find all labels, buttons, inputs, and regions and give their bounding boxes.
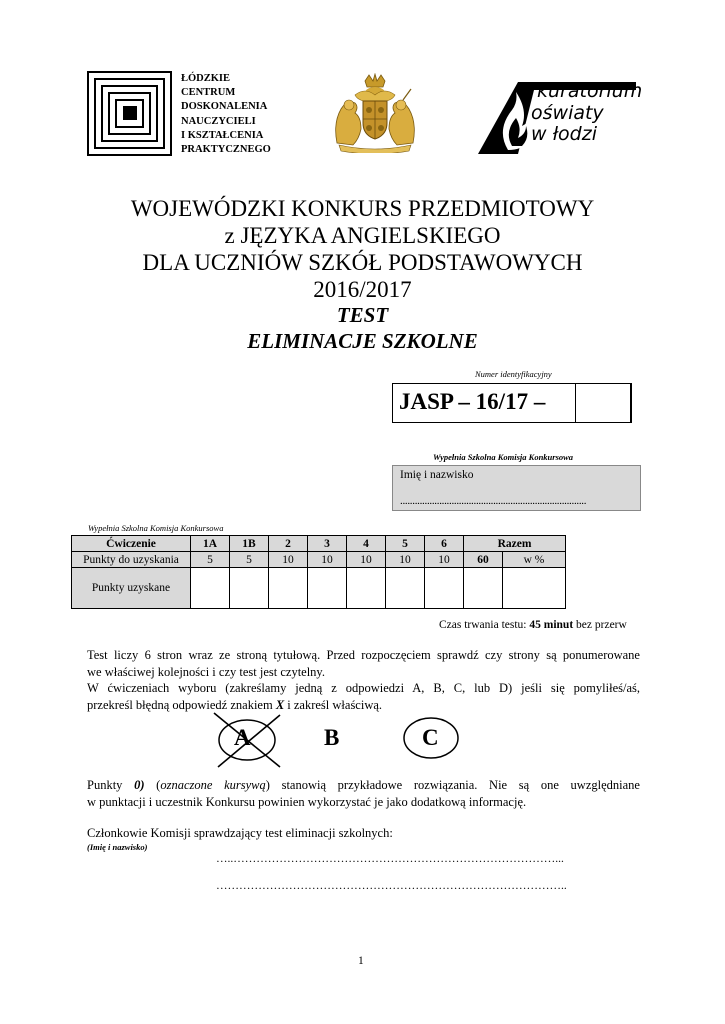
earned-total-cell[interactable] xyxy=(464,568,503,609)
earned-cell[interactable] xyxy=(386,568,425,609)
kuratorium-text-line-1: kuratorium xyxy=(537,80,643,102)
id-input-cell[interactable] xyxy=(575,383,632,423)
instructions: Test liczy 6 stron wraz ze stroną tytułową. Przed rozpoczęciem sprawdź czy strony są ponumerowane we właściwej kolejności i czy test jest czytelny. W ćwiczeniach wyboru (zakreślamy jedną z odpowiedzi A, B, C, lub D) jeśli się pomyliłeś/aś, przekreśl błędną odpowiedź znakiem X i zakreśl właściwą. xyxy=(87,648,640,712)
id-box xyxy=(392,383,631,423)
header-cell: Ćwiczenie xyxy=(72,536,191,552)
earned-cell[interactable] xyxy=(230,568,269,609)
commission-sublabel: (Imię i nazwisko) xyxy=(87,842,148,852)
name-dots: ............................................................................ xyxy=(400,495,587,507)
page-number: 1 xyxy=(358,955,364,967)
title-test: TEST xyxy=(336,303,389,327)
name-caption: Wypełnia Szkolna Komisja Konkursowa xyxy=(433,452,574,462)
percent-cell: w % xyxy=(503,552,566,568)
commission-line-1[interactable]: …..…………………………………………………………………………... xyxy=(216,853,564,865)
id-value: JASP – 16/17 – xyxy=(399,389,546,414)
header-cell: 3 xyxy=(308,536,347,552)
id-label: Numer identyfikacyjny xyxy=(475,369,552,379)
max-cell: 5 xyxy=(230,552,269,568)
max-cell: 10 xyxy=(269,552,308,568)
name-label: Imię i nazwisko xyxy=(400,469,474,481)
royal-coat-of-arms-icon xyxy=(325,73,425,153)
header-cell: Razem xyxy=(464,536,566,552)
earned-cell[interactable] xyxy=(269,568,308,609)
earned-label-cell: Punkty uzyskane xyxy=(72,568,191,609)
earned-cell[interactable] xyxy=(191,568,230,609)
example-note: Punkty 0) (oznaczone kursywą) stanowią przykładowe rozwiązania. Nie są one uwzględniane w punktacji i uczestnik Konkursu powinien wykorzystać je jako dodatkową informację. xyxy=(87,778,640,809)
earned-percent-cell[interactable] xyxy=(503,568,566,609)
choice-c: C xyxy=(422,725,439,750)
header-cell: 2 xyxy=(269,536,308,552)
score-table xyxy=(71,535,566,609)
header-cell: 5 xyxy=(386,536,425,552)
choice-a: A xyxy=(234,725,251,750)
commission-line-2[interactable]: ……………………………………………………………………………….. xyxy=(216,880,567,892)
table-caption: Wypełnia Szkolna Komisja Konkursowa xyxy=(88,523,224,533)
max-cell: 10 xyxy=(347,552,386,568)
earned-cell[interactable] xyxy=(347,568,386,609)
choice-b: B xyxy=(324,725,340,750)
kuratorium-text-line-3: w łodzi xyxy=(531,123,597,145)
title-line-2: z JĘZYKA ANGIELSKIEGO xyxy=(224,223,501,248)
earned-cell[interactable] xyxy=(425,568,464,609)
duration-value: 45 minut xyxy=(529,619,574,631)
max-cell: 5 xyxy=(191,552,230,568)
center-name: ŁÓDZKIE CENTRUM DOSKONALENIA NAUCZYCIELI I KSZTAŁCENIA PRAKTYCZNEGO xyxy=(181,73,271,156)
name-box[interactable] xyxy=(392,465,641,511)
max-cell: 10 xyxy=(308,552,347,568)
max-cell: 10 xyxy=(425,552,464,568)
earned-cell[interactable] xyxy=(308,568,347,609)
title-stage: ELIMINACJE SZKOLNE xyxy=(247,329,478,353)
title-year: 2016/2017 xyxy=(313,277,412,302)
duration: Czas trwania testu: 45 minut bez przerw xyxy=(439,619,627,631)
header-cell: 6 xyxy=(425,536,464,552)
header-cell: 4 xyxy=(347,536,386,552)
kuratorium-text-line-2: oświaty xyxy=(531,102,604,124)
title-line-3: DLA UCZNIÓW SZKÓŁ PODSTAWOWYCH xyxy=(142,250,583,275)
header-cell: 1A xyxy=(191,536,230,552)
title-line-1: WOJEWÓDZKI KONKURS PRZEDMIOTOWY xyxy=(130,196,595,221)
commission-label: Członkowie Komisji sprawdzający test eliminacji szkolnych: xyxy=(87,826,393,840)
max-cell: 10 xyxy=(386,552,425,568)
header-cell: 1B xyxy=(230,536,269,552)
max-total-cell: 60 xyxy=(464,552,503,568)
max-label-cell: Punkty do uzyskania xyxy=(72,552,191,568)
